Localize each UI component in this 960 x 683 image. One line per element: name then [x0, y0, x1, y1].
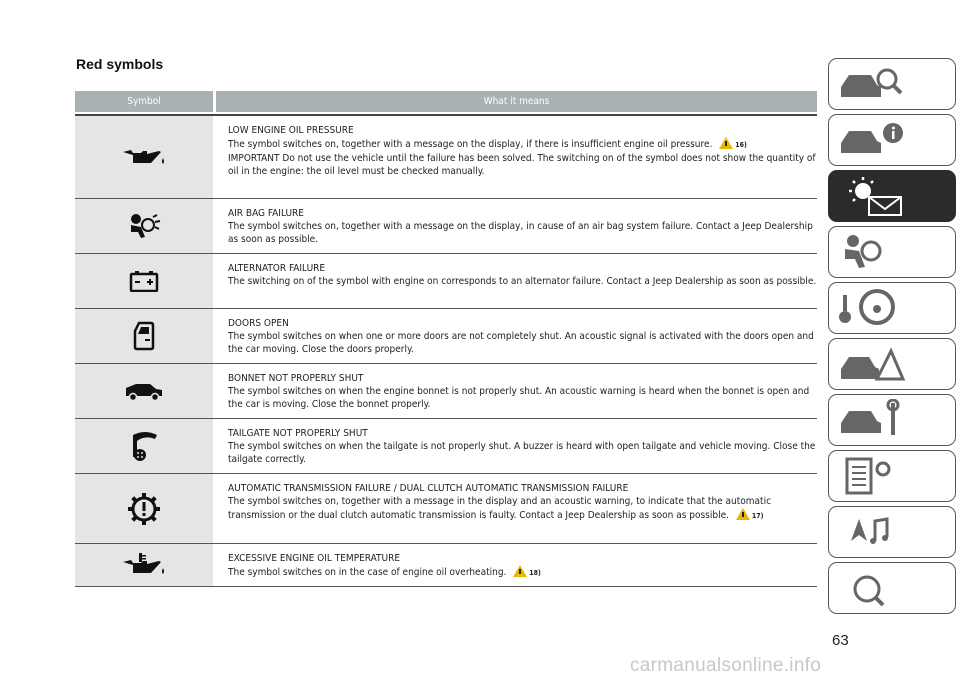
checklist-gear-icon: [837, 455, 907, 497]
watermark: carmanualsonline.info: [630, 655, 822, 676]
battery-icon: [129, 270, 159, 292]
row-title: AIR BAG FAILURE: [228, 208, 304, 219]
reference-note: 16): [735, 141, 747, 149]
warning-lights-icon: [837, 175, 907, 217]
row-title: ALTERNATOR FAILURE: [228, 263, 326, 274]
row-description: The symbol switches on when the engine bonnet is not properly shut. An acoustic warning is heard when the bonnet is open and the car is moving. Close the bonnet properly.: [228, 386, 810, 410]
transmission-failure-icon: [127, 492, 161, 526]
tab-checklist[interactable]: [828, 450, 956, 502]
tab-airbag[interactable]: [828, 226, 956, 278]
oil-can-icon: [121, 146, 167, 168]
alphabet-index-icon: [837, 567, 907, 609]
symbol-cell: [75, 254, 213, 308]
row-description: The symbol switches on when the tailgate is not properly shut. A buzzer is heard with open tailgate and vehicle moving. Close the tailgate correctly.: [228, 441, 816, 465]
row-description: The symbol switches on, together with a message on the display, in cause of an air bag system failure. Contact a Jeep Dealership as soon as possible.: [228, 221, 813, 245]
row-title: DOORS OPEN: [228, 318, 289, 329]
table-row: [75, 544, 817, 587]
header-symbol: Symbol: [75, 91, 213, 112]
row-title: LOW ENGINE OIL PRESSURE: [228, 125, 354, 136]
table-header: [75, 91, 817, 112]
warning-triangle-icon: [513, 565, 527, 577]
reference-note: 17): [751, 512, 764, 520]
symbol-cell: [75, 544, 213, 586]
row-description: The symbol switches on when one or more doors are not completely shut. An acoustic signal is activated with the doors open and the car moving. Close the doors properly.: [228, 331, 814, 355]
steering-key-icon: [837, 287, 907, 329]
tab-car-search[interactable]: [828, 58, 956, 110]
row-title: AUTOMATIC TRANSMISSION FAILURE / DUAL CLUTCH AUTOMATIC TRANSMISSION FAILURE: [228, 483, 629, 494]
tab-alphabetical-index[interactable]: [828, 562, 956, 614]
table-row: [75, 419, 817, 474]
table-row: [75, 474, 817, 544]
symbol-cell: [75, 309, 213, 363]
car-crash-icon: [837, 343, 907, 385]
tab-warning-lights[interactable]: [828, 170, 956, 222]
page-number: 63: [832, 632, 849, 649]
door-open-icon: [133, 321, 155, 351]
symbol-cell: [75, 474, 213, 543]
row-title: EXCESSIVE ENGINE OIL TEMPERATURE: [228, 553, 401, 564]
row-title: BONNET NOT PROPERLY SHUT: [228, 373, 364, 384]
tab-steering-key[interactable]: [828, 282, 956, 334]
tab-car-crash[interactable]: [828, 338, 956, 390]
tailgate-open-icon: [129, 429, 159, 463]
table-row: [75, 199, 817, 254]
header-meaning: What it means: [216, 91, 817, 112]
symbol-cell: [75, 199, 213, 253]
warning-symbols-table: [75, 91, 817, 587]
warning-triangle-icon: [719, 137, 733, 149]
table-row: [75, 364, 817, 419]
row-title: TAILGATE NOT PROPERLY SHUT: [228, 428, 368, 439]
bonnet-open-icon: [124, 380, 164, 402]
row-description: The symbol switches on, together with a message in the display and an acoustic warning, to indicate that the automatic transmission or the dual clutch automatic transmission is faulty. Contact a Jeep Dealership as soon as possible.: [228, 496, 772, 521]
warning-triangle-icon: [736, 508, 750, 520]
row-description: The symbol switches on, together with a message on the display, if there is insufficient engine oil pressure.: [228, 139, 713, 150]
row-important-note: IMPORTANT Do not use the vehicle until the failure has been solved. The switching on of the symbol does not show the quantity of oil in the engine: the oil level must be checked manually.: [228, 153, 816, 177]
car-tools-icon: [837, 399, 907, 441]
section-title: Red symbols: [76, 56, 164, 72]
car-info-icon: [837, 119, 907, 161]
car-search-icon: [837, 63, 907, 105]
airbag-icon: [127, 213, 161, 239]
reference-note: 18): [529, 569, 541, 577]
tab-car-info[interactable]: [828, 114, 956, 166]
symbol-cell: [75, 364, 213, 418]
airbag-person-icon: [837, 231, 907, 273]
table-row: [75, 309, 817, 364]
tab-media-nav[interactable]: [828, 506, 956, 558]
row-description: The switching on of the symbol with engine on corresponds to an alternator failure. Contact a Jeep Dealership as soon as possible.: [228, 276, 817, 287]
symbol-cell: [75, 419, 213, 473]
symbol-cell: [75, 116, 213, 198]
oil-temperature-icon: [121, 552, 167, 578]
media-nav-icon: [837, 511, 907, 553]
table-row: [75, 116, 817, 199]
tab-car-tools[interactable]: [828, 394, 956, 446]
table-row: [75, 254, 817, 309]
row-description: The symbol switches on in the case of engine oil overheating.: [228, 567, 507, 578]
